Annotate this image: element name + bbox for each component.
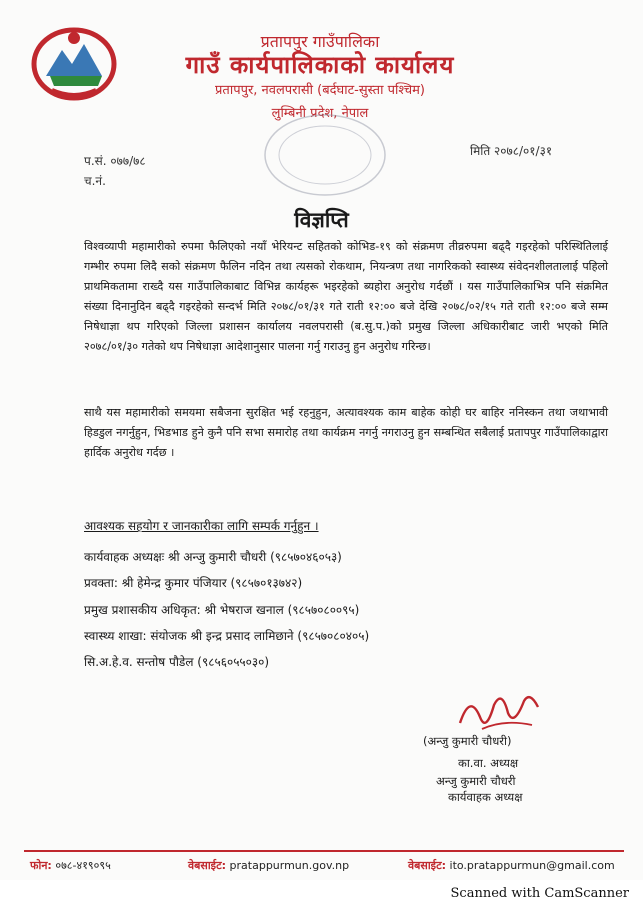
contact-line: कार्यवाहक अध्यक्षः श्री अन्जु कुमारी चौधरी (९८५७०४६०५३) [84, 550, 342, 564]
scanner-watermark: Scanned with CamScanner [450, 886, 629, 901]
office-stamp [250, 108, 400, 203]
contact-line: प्रमुख प्रशासकीय अधिकृत: श्री भेषराज खनाल (९८५७०८००९५) [84, 603, 360, 617]
office-name: गाउँ कार्यपालिकाको कार्यालय [185, 51, 455, 79]
footer-website[interactable]: वेबसाईट: pratappurmun.gov.np [188, 859, 350, 872]
signatory-stamp-name: अन्जु कुमारी चौधरी [436, 774, 516, 788]
contact-line: सि.अ.हे.व. सन्तोष पौडेल (९८५६०५५०३०) [84, 655, 270, 669]
nepal-government-emblem [28, 24, 120, 102]
signatory-stamp-title: कार्यवाहक अध्यक्ष [448, 790, 523, 804]
office-address: प्रतापपुर, नवलपरासी (बर्दघाट-सुस्ता पश्चिम) [215, 83, 425, 98]
footer-phone: फोन: ०७८-४१९०९५ [30, 859, 111, 872]
notice-title: विज्ञप्ति [294, 208, 349, 232]
letter-number: प.सं. ०७७/७८ [84, 154, 146, 168]
notice-paragraph-2: साथै यस महामारीको समयमा सबैजना सुरक्षित भई रहनुहुन, अत्यावश्यक काम बाहेक कोही घर बाहिर ननिस्कन तथा जथाभावी हिडडुल नगर्नुहुन, भिडभाड हुने कुनै पनि सभा समारोह तथा कार्यक्रम नगर्नु नगराउनु हुन सम्बन्धित सबैलाई प्रतापपुर गाउँपालिकाद्वारा हार्दिक अनुरोध गर्दछ । [84, 406, 608, 459]
contact-heading: आवश्यक सहयोग र जानकारीका लागि सम्पर्क गर्नुहुन । [84, 519, 319, 533]
dispatch-number: च.नं. [84, 174, 106, 188]
contact-line: प्रवक्ता: श्री हेमेन्द्र कुमार पंजियार (९८५७०१३७४२) [84, 576, 303, 590]
municipality-name: प्रतापपुर गाउँपालिका [260, 32, 380, 51]
letter-date: मिति २०७८/०१/३१ [470, 144, 553, 158]
footer-divider [24, 850, 624, 852]
province-country: लुम्बिनी प्रदेश, नेपाल [271, 106, 369, 121]
contact-line: स्वास्थ्य शाखा: संयोजक श्री इन्द्र प्रसाद लामिछाने (९८५७०८०४०५) [84, 629, 370, 643]
signatory-title: का.वा. अध्यक्ष [458, 756, 519, 770]
footer-email[interactable]: वेबसाईट: ito.pratappurmun@gmail.com [408, 859, 615, 872]
signatory-name: (अन्जु कुमारी चौधरी) [423, 734, 512, 748]
notice-paragraph-1: विश्वव्यापी महामारीको रुपमा फैलिएको नयाँ भेरियन्ट सहितको कोभिड-१९ को संक्रमण तीव्ररुपमा बढ्दै गइरहेको परिस्थितिलाई गम्भीर रुपमा लिदै सको संक्रमण फैलिन नदिन तथा त्यसको रोकथाम, नियन्त्रण तथा नागरिकको स्वास्थ्य संवेदनशीलतालाई पहिलो प्राथमिकतामा राख्दै यस गाउँपालिकाबाट विभिन्न कार्यहरू भइरहेको ब्यहोरा अनुरोध गर्दछौं । यस गाउँपालिकाभित्र पनि संक्रमित संख्या दिनानुदिन बढ्दै गइरहेको सन्दर्भ मिति २०७८/०१/३१ गते राती १२:०० बजे देखि २०७८/०२/१५ गते राती १२:०० बजे सम्म निषेधाज्ञा थप गरिएको जिल्ला प्रशासन कार्यालय नवलपरासी (ब.सु.प.)को प्रमुख जिल्ला अधिकारीबाट जारी भएको मिति २०७८/०१/३० गतेको थप निषेधाज्ञा आदेशानुसार पालना गर्नु गराउनु हुन अनुरोध गरिन्छ। [84, 240, 608, 353]
